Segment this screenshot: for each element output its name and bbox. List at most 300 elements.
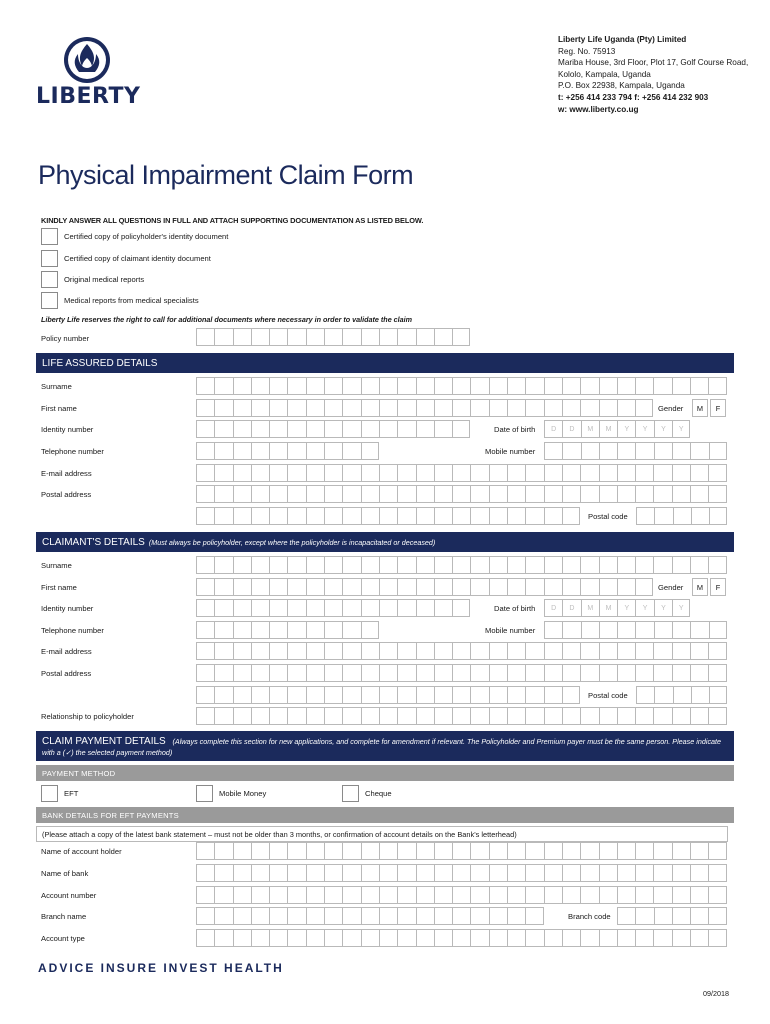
input-cell[interactable] [580,377,598,395]
input-cell[interactable] [233,485,251,503]
input-cell[interactable] [690,664,708,682]
input-cell[interactable] [434,886,452,904]
input-cell[interactable] [581,621,599,639]
payment-cheque[interactable] [342,785,392,802]
input-cell[interactable] [361,707,379,725]
input-cell[interactable] [342,464,360,482]
input-cell[interactable] [306,507,324,525]
input-cell[interactable] [379,599,397,617]
input-cell[interactable] [416,842,434,860]
account-holder-field[interactable] [196,842,727,860]
input-cell[interactable] [635,907,653,925]
input-cell[interactable] [397,578,415,596]
input-cell[interactable] [196,599,214,617]
input-cell[interactable] [214,420,232,438]
input-cell[interactable] [214,864,232,882]
input-cell[interactable] [507,642,525,660]
input-cell[interactable] [269,642,287,660]
input-cell[interactable] [306,328,324,346]
la-postal-code-field[interactable] [636,507,727,525]
input-cell[interactable] [361,377,379,395]
input-cell[interactable] [654,686,672,704]
input-cell[interactable] [233,328,251,346]
input-cell[interactable] [636,507,654,525]
input-cell[interactable] [452,664,470,682]
input-cell[interactable] [269,664,287,682]
input-cell[interactable] [214,929,232,947]
input-cell[interactable] [708,707,726,725]
input-cell[interactable] [342,485,360,503]
input-cell[interactable] [544,464,562,482]
input-cell[interactable] [708,556,726,574]
input-cell[interactable] [507,842,525,860]
cl-gender-f[interactable]: F [710,578,726,596]
input-cell[interactable] [251,578,269,596]
la-gender-f[interactable]: F [710,399,726,417]
payment-eft[interactable] [41,785,78,802]
date-cell[interactable]: M [599,599,617,617]
input-cell[interactable] [287,377,305,395]
input-cell[interactable] [196,864,214,882]
input-cell[interactable] [306,556,324,574]
input-cell[interactable] [397,399,415,417]
input-cell[interactable] [434,664,452,682]
input-cell[interactable] [233,907,251,925]
input-cell[interactable] [434,556,452,574]
input-cell[interactable] [196,707,214,725]
input-cell[interactable] [672,621,690,639]
input-cell[interactable] [489,464,507,482]
input-cell[interactable] [214,907,232,925]
input-cell[interactable] [379,707,397,725]
input-cell[interactable] [196,886,214,904]
input-cell[interactable] [525,842,543,860]
input-cell[interactable] [324,842,342,860]
input-cell[interactable] [306,599,324,617]
input-cell[interactable] [452,328,470,346]
input-cell[interactable] [342,886,360,904]
input-cell[interactable] [269,686,287,704]
input-cell[interactable] [416,377,434,395]
input-cell[interactable] [306,864,324,882]
input-cell[interactable] [470,929,488,947]
input-cell[interactable] [635,621,653,639]
input-cell[interactable] [507,485,525,503]
input-cell[interactable] [580,399,598,417]
doc-checkbox[interactable] [41,228,58,245]
input-cell[interactable] [342,578,360,596]
input-cell[interactable] [562,686,580,704]
input-cell[interactable] [452,578,470,596]
input-cell[interactable] [489,377,507,395]
la-identity-field[interactable] [196,420,470,438]
input-cell[interactable] [525,642,543,660]
input-cell[interactable] [434,707,452,725]
input-cell[interactable] [525,929,543,947]
input-cell[interactable] [452,556,470,574]
input-cell[interactable] [196,907,214,925]
input-cell[interactable] [599,886,617,904]
input-cell[interactable] [653,464,671,482]
input-cell[interactable] [196,399,214,417]
input-cell[interactable] [434,578,452,596]
input-cell[interactable] [653,929,671,947]
date-cell[interactable]: Y [635,599,653,617]
input-cell[interactable] [269,929,287,947]
input-cell[interactable] [342,686,360,704]
input-cell[interactable] [708,642,726,660]
input-cell[interactable] [287,864,305,882]
input-cell[interactable] [416,599,434,617]
input-cell[interactable] [196,485,214,503]
input-cell[interactable] [306,464,324,482]
input-cell[interactable] [342,664,360,682]
input-cell[interactable] [416,556,434,574]
input-cell[interactable] [690,864,708,882]
input-cell[interactable] [672,556,690,574]
input-cell[interactable] [214,578,232,596]
input-cell[interactable] [342,621,360,639]
input-cell[interactable] [214,485,232,503]
input-cell[interactable] [214,842,232,860]
input-cell[interactable] [361,328,379,346]
input-cell[interactable] [434,686,452,704]
input-cell[interactable] [397,707,415,725]
input-cell[interactable] [525,485,543,503]
input-cell[interactable] [379,642,397,660]
input-cell[interactable] [214,664,232,682]
input-cell[interactable] [525,578,543,596]
input-cell[interactable] [269,907,287,925]
input-cell[interactable] [635,842,653,860]
input-cell[interactable] [324,907,342,925]
input-cell[interactable] [233,399,251,417]
input-cell[interactable] [361,642,379,660]
input-cell[interactable] [397,864,415,882]
doc-checkbox[interactable] [41,292,58,309]
input-cell[interactable] [599,556,617,574]
input-cell[interactable] [452,464,470,482]
input-cell[interactable] [452,420,470,438]
input-cell[interactable] [617,664,635,682]
input-cell[interactable] [562,442,580,460]
input-cell[interactable] [599,642,617,660]
input-cell[interactable] [269,399,287,417]
input-cell[interactable] [434,599,452,617]
input-cell[interactable] [416,464,434,482]
input-cell[interactable] [214,507,232,525]
input-cell[interactable] [379,377,397,395]
input-cell[interactable] [397,642,415,660]
cl-dob-field[interactable] [544,599,690,617]
la-firstname-field[interactable] [196,399,653,417]
input-cell[interactable] [379,842,397,860]
input-cell[interactable] [452,377,470,395]
input-cell[interactable] [599,621,617,639]
input-cell[interactable] [470,664,488,682]
input-cell[interactable] [342,399,360,417]
input-cell[interactable] [452,485,470,503]
input-cell[interactable] [434,377,452,395]
input-cell[interactable] [708,464,726,482]
input-cell[interactable] [342,442,360,460]
input-cell[interactable] [653,377,671,395]
input-cell[interactable] [287,556,305,574]
input-cell[interactable] [397,420,415,438]
input-cell[interactable] [709,621,727,639]
input-cell[interactable] [361,556,379,574]
input-cell[interactable] [196,664,214,682]
input-cell[interactable] [287,464,305,482]
input-cell[interactable] [452,907,470,925]
input-cell[interactable] [708,485,726,503]
input-cell[interactable] [580,929,598,947]
date-cell[interactable]: M [581,599,599,617]
input-cell[interactable] [434,842,452,860]
input-cell[interactable] [525,907,543,925]
input-cell[interactable] [544,485,562,503]
input-cell[interactable] [214,599,232,617]
input-cell[interactable] [287,707,305,725]
input-cell[interactable] [580,642,598,660]
input-cell[interactable] [342,842,360,860]
input-cell[interactable] [361,464,379,482]
input-cell[interactable] [599,929,617,947]
input-cell[interactable] [525,686,543,704]
input-cell[interactable] [379,507,397,525]
input-cell[interactable] [287,686,305,704]
input-cell[interactable] [617,621,635,639]
input-cell[interactable] [580,842,598,860]
input-cell[interactable] [690,842,708,860]
input-cell[interactable] [196,556,214,574]
input-cell[interactable] [434,399,452,417]
input-cell[interactable] [306,907,324,925]
input-cell[interactable] [690,485,708,503]
input-cell[interactable] [580,707,598,725]
date-cell[interactable]: D [562,420,580,438]
input-cell[interactable] [379,664,397,682]
input-cell[interactable] [507,686,525,704]
input-cell[interactable] [635,442,653,460]
input-cell[interactable] [233,464,251,482]
input-cell[interactable] [507,578,525,596]
input-cell[interactable] [251,507,269,525]
input-cell[interactable] [324,485,342,503]
input-cell[interactable] [251,686,269,704]
input-cell[interactable] [709,686,727,704]
input-cell[interactable] [562,485,580,503]
cl-surname-field[interactable] [196,556,727,574]
cl-firstname-field[interactable] [196,578,653,596]
input-cell[interactable] [416,886,434,904]
input-cell[interactable] [287,599,305,617]
input-cell[interactable] [251,864,269,882]
input-cell[interactable] [617,399,635,417]
input-cell[interactable] [251,664,269,682]
la-telephone-field[interactable] [196,442,379,460]
input-cell[interactable] [287,842,305,860]
input-cell[interactable] [214,621,232,639]
input-cell[interactable] [434,642,452,660]
input-cell[interactable] [562,842,580,860]
input-cell[interactable] [416,907,434,925]
cl-gender-m[interactable]: M [692,578,708,596]
input-cell[interactable] [470,377,488,395]
date-cell[interactable]: Y [654,599,672,617]
input-cell[interactable] [635,886,653,904]
input-cell[interactable] [617,864,635,882]
input-cell[interactable] [708,377,726,395]
input-cell[interactable] [562,377,580,395]
bank-name-field[interactable] [196,864,727,882]
input-cell[interactable] [636,686,654,704]
input-cell[interactable] [251,929,269,947]
input-cell[interactable] [214,642,232,660]
input-cell[interactable] [562,864,580,882]
input-cell[interactable] [397,599,415,617]
input-cell[interactable] [672,442,690,460]
input-cell[interactable] [214,328,232,346]
input-cell[interactable] [233,842,251,860]
input-cell[interactable] [635,707,653,725]
input-cell[interactable] [544,864,562,882]
input-cell[interactable] [306,842,324,860]
input-cell[interactable] [416,420,434,438]
input-cell[interactable] [196,842,214,860]
input-cell[interactable] [580,664,598,682]
input-cell[interactable] [379,399,397,417]
input-cell[interactable] [599,578,617,596]
input-cell[interactable] [287,442,305,460]
input-cell[interactable] [251,464,269,482]
input-cell[interactable] [489,556,507,574]
input-cell[interactable] [690,621,708,639]
input-cell[interactable] [416,328,434,346]
input-cell[interactable] [269,464,287,482]
input-cell[interactable] [196,442,214,460]
input-cell[interactable] [324,864,342,882]
input-cell[interactable] [580,485,598,503]
date-cell[interactable]: M [599,420,617,438]
cl-telephone-field[interactable] [196,621,379,639]
input-cell[interactable] [324,507,342,525]
input-cell[interactable] [489,886,507,904]
input-cell[interactable] [690,707,708,725]
input-cell[interactable] [233,864,251,882]
input-cell[interactable] [416,664,434,682]
input-cell[interactable] [653,642,671,660]
input-cell[interactable] [324,599,342,617]
input-cell[interactable] [507,664,525,682]
input-cell[interactable] [672,842,690,860]
date-cell[interactable]: M [581,420,599,438]
input-cell[interactable] [562,578,580,596]
input-cell[interactable] [544,664,562,682]
input-cell[interactable] [635,578,653,596]
input-cell[interactable] [690,556,708,574]
input-cell[interactable] [507,864,525,882]
input-cell[interactable] [562,886,580,904]
input-cell[interactable] [342,328,360,346]
input-cell[interactable] [379,464,397,482]
input-cell[interactable] [653,707,671,725]
input-cell[interactable] [397,686,415,704]
input-cell[interactable] [361,664,379,682]
input-cell[interactable] [544,642,562,660]
input-cell[interactable] [434,864,452,882]
input-cell[interactable] [324,929,342,947]
input-cell[interactable] [489,507,507,525]
input-cell[interactable] [562,464,580,482]
input-cell[interactable] [233,686,251,704]
cl-relationship-field[interactable] [196,707,727,725]
input-cell[interactable] [287,507,305,525]
input-cell[interactable] [525,399,543,417]
input-cell[interactable] [196,507,214,525]
input-cell[interactable] [690,642,708,660]
input-cell[interactable] [489,399,507,417]
input-cell[interactable] [397,907,415,925]
la-surname-field[interactable] [196,377,727,395]
input-cell[interactable] [214,464,232,482]
input-cell[interactable] [617,556,635,574]
input-cell[interactable] [233,442,251,460]
input-cell[interactable] [287,642,305,660]
input-cell[interactable] [672,377,690,395]
input-cell[interactable] [672,864,690,882]
input-cell[interactable] [708,842,726,860]
input-cell[interactable] [214,556,232,574]
input-cell[interactable] [324,464,342,482]
input-cell[interactable] [361,399,379,417]
input-cell[interactable] [452,599,470,617]
input-cell[interactable] [544,707,562,725]
input-cell[interactable] [470,399,488,417]
input-cell[interactable] [635,485,653,503]
input-cell[interactable] [342,377,360,395]
input-cell[interactable] [233,507,251,525]
input-cell[interactable] [251,485,269,503]
input-cell[interactable] [342,929,360,947]
input-cell[interactable] [251,907,269,925]
input-cell[interactable] [470,507,488,525]
input-cell[interactable] [233,621,251,639]
date-cell[interactable]: D [544,599,562,617]
date-cell[interactable]: Y [635,420,653,438]
input-cell[interactable] [324,328,342,346]
input-cell[interactable] [544,686,562,704]
input-cell[interactable] [580,864,598,882]
input-cell[interactable] [379,578,397,596]
input-cell[interactable] [654,907,672,925]
input-cell[interactable] [379,485,397,503]
input-cell[interactable] [287,328,305,346]
input-cell[interactable] [324,442,342,460]
input-cell[interactable] [196,420,214,438]
input-cell[interactable] [306,621,324,639]
input-cell[interactable] [617,642,635,660]
input-cell[interactable] [397,556,415,574]
input-cell[interactable] [324,664,342,682]
input-cell[interactable] [233,886,251,904]
input-cell[interactable] [342,420,360,438]
input-cell[interactable] [269,842,287,860]
input-cell[interactable] [470,578,488,596]
date-cell[interactable]: Y [617,420,635,438]
input-cell[interactable] [434,485,452,503]
input-cell[interactable] [233,929,251,947]
